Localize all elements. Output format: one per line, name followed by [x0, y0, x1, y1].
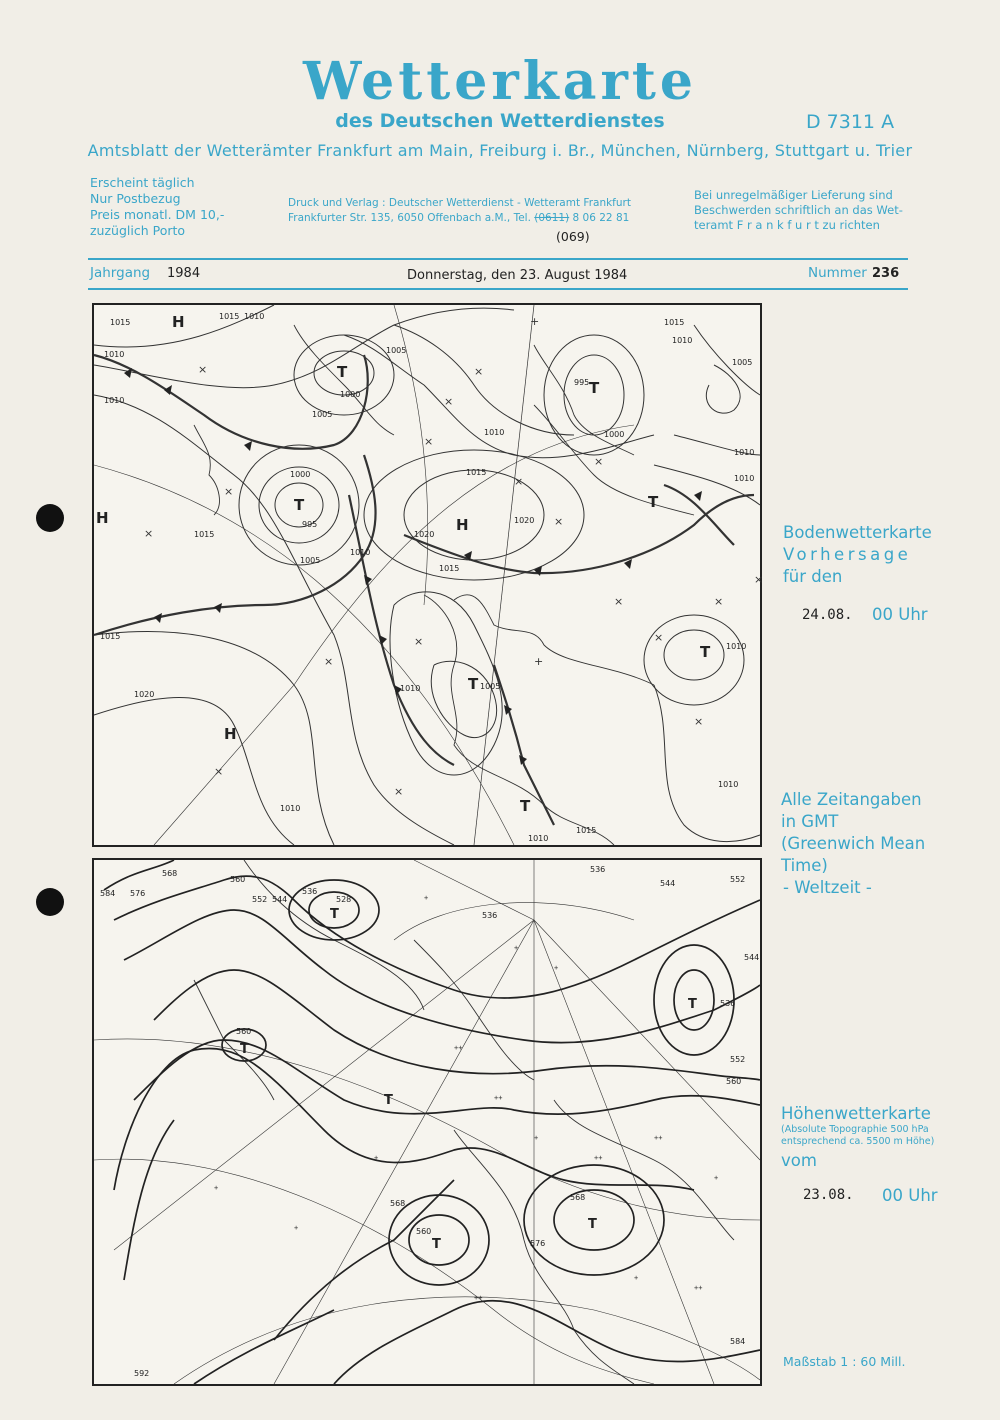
svg-text:+: +: [534, 1134, 539, 1142]
upper-center-symbol: T: [432, 1237, 441, 1252]
svg-text:×: ×: [514, 475, 524, 488]
surface-map-forecast: Vorhersage: [783, 545, 912, 564]
publisher-address: [288, 211, 668, 226]
time-note: [781, 789, 925, 899]
pressure-center-symbol: T: [589, 379, 600, 397]
isobar-label: 1010: [244, 312, 265, 321]
svg-text:×: ×: [144, 527, 154, 540]
subscription-info: [90, 175, 224, 239]
complaint-line: Bei unregelmäßiger Lieferung sind: [694, 188, 893, 202]
pressure-center-symbol: H: [96, 509, 109, 527]
info-line: zuzüglich Porto: [90, 223, 186, 238]
surface-weather-map: [92, 303, 762, 847]
info-line: Erscheint täglich: [90, 175, 195, 190]
upper-map-graphic: [94, 860, 760, 1384]
svg-text:+: +: [214, 1184, 219, 1192]
isobar-label: 1010: [280, 804, 301, 813]
upper-map-note-line: (Absolute Topographie 500 hPa: [781, 1124, 929, 1135]
contour-label: 560: [726, 1077, 742, 1086]
upper-center-symbol: T: [588, 1217, 597, 1232]
contour-label: 544: [660, 879, 676, 888]
isobar-label: 1010: [726, 642, 747, 651]
svg-text:+: +: [374, 1154, 379, 1162]
contour-label: 536: [302, 887, 318, 896]
svg-text:++: ++: [494, 1094, 503, 1102]
isobar-label: 1015: [466, 468, 487, 477]
time-note-line: - Weltzeit -: [783, 878, 872, 897]
svg-text:+: +: [554, 964, 559, 972]
svg-text:×: ×: [714, 595, 724, 608]
svg-text:×: ×: [614, 595, 624, 608]
nummer-label: Nummer: [808, 265, 867, 281]
contour-label: 528: [336, 895, 352, 904]
publisher-line: Druck und Verlag : Deutscher Wetterdienst - Wetteramt Frankfurt: [288, 197, 631, 209]
svg-text:+: +: [634, 1274, 639, 1282]
svg-text:++: ++: [454, 1044, 463, 1052]
svg-text:×: ×: [654, 631, 664, 644]
isobar-label: 1010: [734, 448, 755, 457]
pressure-center-symbol: T: [700, 643, 711, 661]
jahrgang-label: Jahrgang: [90, 265, 151, 281]
isobar-label: 1010: [350, 548, 371, 557]
isobar-label: 1005: [480, 682, 501, 691]
contour-label: 584: [730, 1337, 746, 1346]
complaint-info: [694, 188, 934, 233]
contour-label: 552: [252, 895, 268, 904]
pressure-center-symbol: T: [468, 675, 479, 693]
upper-air-map: [92, 858, 762, 1386]
isobar-label: 1020: [134, 690, 155, 699]
isobar-label: 1015: [439, 564, 460, 573]
isobar-label: 1005: [386, 346, 407, 355]
complaint-line: teramt F r a n k f u r t zu richten: [694, 218, 880, 232]
upper-map-date: 23.08.: [803, 1187, 854, 1203]
contour-label: 568: [162, 869, 178, 878]
isobar-label: 1010: [104, 396, 125, 405]
isobar-label: 1005: [312, 410, 333, 419]
svg-text:×: ×: [224, 485, 234, 498]
isobar-label: 995: [574, 378, 590, 387]
svg-text:×: ×: [214, 765, 224, 778]
isobar-label: 1015: [100, 632, 121, 641]
masthead-title: Wetterkarte: [303, 51, 697, 112]
svg-text:×: ×: [694, 715, 704, 728]
isobar-label: 1005: [732, 358, 753, 367]
contour-label: 584: [100, 889, 116, 898]
time-note-line: in GMT: [781, 812, 839, 831]
time-note-line: Time): [781, 856, 828, 875]
map-scale: Maßstab 1 : 60 Mill.: [783, 1354, 906, 1369]
upper-center-symbol: T: [688, 997, 697, 1012]
isobar-label: 1010: [104, 350, 125, 359]
upper-map-note-line: entsprechend ca. 5500 m Höhe): [781, 1136, 935, 1147]
isobar-label: 1000: [340, 390, 361, 399]
upper-map-time: 00 Uhr: [882, 1186, 938, 1205]
svg-text:×: ×: [414, 635, 424, 648]
surface-map-title: Bodenwetterkarte: [783, 523, 932, 542]
contour-label: 552: [730, 875, 746, 884]
amtsblatt-line: Amtsblatt der Wetterämter Frankfurt am Main, Freiburg i. Br., München, Nürnberg, Stuttgart u. Trier: [87, 141, 913, 160]
svg-text:++: ++: [694, 1284, 703, 1292]
svg-text:+: +: [294, 1224, 299, 1232]
contour-label: 560: [236, 1027, 252, 1036]
contour-label: 560: [416, 1227, 432, 1236]
isobar-label: 1005: [300, 556, 321, 565]
svg-text:×: ×: [594, 455, 604, 468]
svg-text:+: +: [714, 1174, 719, 1182]
time-note-line: Alle Zeitangaben: [781, 790, 922, 809]
publication-code: D 7311 A: [806, 111, 895, 133]
svg-text:++: ++: [594, 1154, 603, 1162]
svg-text:×: ×: [554, 515, 564, 528]
pressure-center-symbol: T: [648, 493, 659, 511]
isobar-label: 1010: [734, 474, 755, 483]
time-note-line: (Greenwich Mean: [781, 834, 926, 853]
pressure-center-symbol: H: [172, 313, 185, 331]
complaint-line: Beschwerden schriftlich an das Wet-: [694, 203, 903, 217]
jahrgang-value: 1984: [167, 266, 201, 281]
svg-text:×: ×: [394, 785, 404, 798]
isobar-label: 1015: [194, 530, 215, 539]
isobar-label: 1015: [576, 826, 597, 835]
contour-label: 544: [744, 953, 760, 962]
svg-text:×: ×: [754, 573, 764, 586]
svg-text:+: +: [424, 894, 429, 902]
isobar-label: 1010: [528, 834, 549, 843]
svg-text:×: ×: [424, 435, 434, 448]
upper-center-symbol: T: [384, 1093, 393, 1108]
punch-hole-top: [36, 504, 64, 532]
info-line: Nur Postbezug: [90, 191, 181, 206]
isobar-label: 1020: [414, 530, 435, 539]
svg-text:×: ×: [324, 655, 334, 668]
pressure-center-symbol: T: [294, 496, 305, 514]
upper-center-symbol: T: [330, 907, 339, 922]
upper-center-symbol: T: [240, 1042, 249, 1057]
isobar-label: 1000: [604, 430, 625, 439]
phone-number: 8 06 22 81: [572, 212, 630, 224]
isobar-label: 995: [302, 520, 318, 529]
contour-label: 568: [390, 1199, 406, 1208]
pressure-center-symbol: H: [224, 725, 237, 743]
surface-map-time: 00 Uhr: [872, 605, 928, 624]
isobar-label: 1020: [514, 516, 535, 525]
svg-text:×: ×: [198, 363, 208, 376]
upper-map-note: [781, 1124, 934, 1148]
contour-label: 536: [720, 999, 736, 1008]
address-text: Frankfurter Str. 135, 6050 Offenbach a.M., Tel.: [288, 212, 531, 224]
nummer-value: 236: [872, 266, 900, 281]
isobar-label: 1010: [484, 428, 505, 437]
pressure-center-symbol: T: [337, 363, 348, 381]
contour-label: 576: [130, 889, 146, 898]
info-line: Preis monatl. DM 10,-: [90, 207, 225, 222]
svg-text:++: ++: [654, 1134, 663, 1142]
pressure-center-symbol: H: [456, 516, 469, 534]
masthead-subtitle: des Deutschen Wetterdienstes: [335, 110, 665, 132]
contour-label: 576: [530, 1239, 546, 1248]
surface-map-date: 24.08.: [802, 607, 853, 623]
upper-map-vom: vom: [781, 1151, 817, 1170]
surface-map-caption: [783, 522, 932, 588]
issue-date: Donnerstag, den 23. August 1984: [407, 268, 628, 283]
rule-top: [88, 258, 908, 260]
new-area-code: (069): [556, 229, 590, 244]
punch-hole-bottom: [36, 888, 64, 916]
surface-map-for: für den: [783, 567, 843, 586]
contour-label: 560: [230, 875, 246, 884]
publisher-info: [288, 196, 668, 226]
upper-map-title: Höhenwetterkarte: [781, 1104, 931, 1123]
isobar-label: 1010: [718, 780, 739, 789]
isobar-label: 1015: [664, 318, 685, 327]
surface-map-graphic: [94, 305, 764, 845]
isobar-label: 1015: [110, 318, 131, 327]
svg-text:+: +: [514, 944, 519, 952]
svg-text:×: ×: [474, 365, 484, 378]
contour-label: 568: [570, 1193, 586, 1202]
isobar-label: 1015: [219, 312, 240, 321]
isobar-label: 1010: [400, 684, 421, 693]
svg-text:+: +: [530, 315, 540, 328]
contour-label: 544: [272, 895, 288, 904]
contour-label: 592: [134, 1369, 150, 1378]
isobar-label: 1010: [672, 336, 693, 345]
contour-label: 536: [482, 911, 498, 920]
contour-label: 552: [730, 1055, 746, 1064]
svg-text:+: +: [534, 655, 544, 668]
old-area-code: (0611): [534, 212, 570, 224]
pressure-center-symbol: T: [520, 797, 531, 815]
isobar-label: 1000: [290, 470, 311, 479]
svg-text:×: ×: [444, 395, 454, 408]
contour-label: 536: [590, 865, 606, 874]
rule-bottom: [88, 288, 908, 290]
svg-text:++: ++: [474, 1294, 483, 1302]
